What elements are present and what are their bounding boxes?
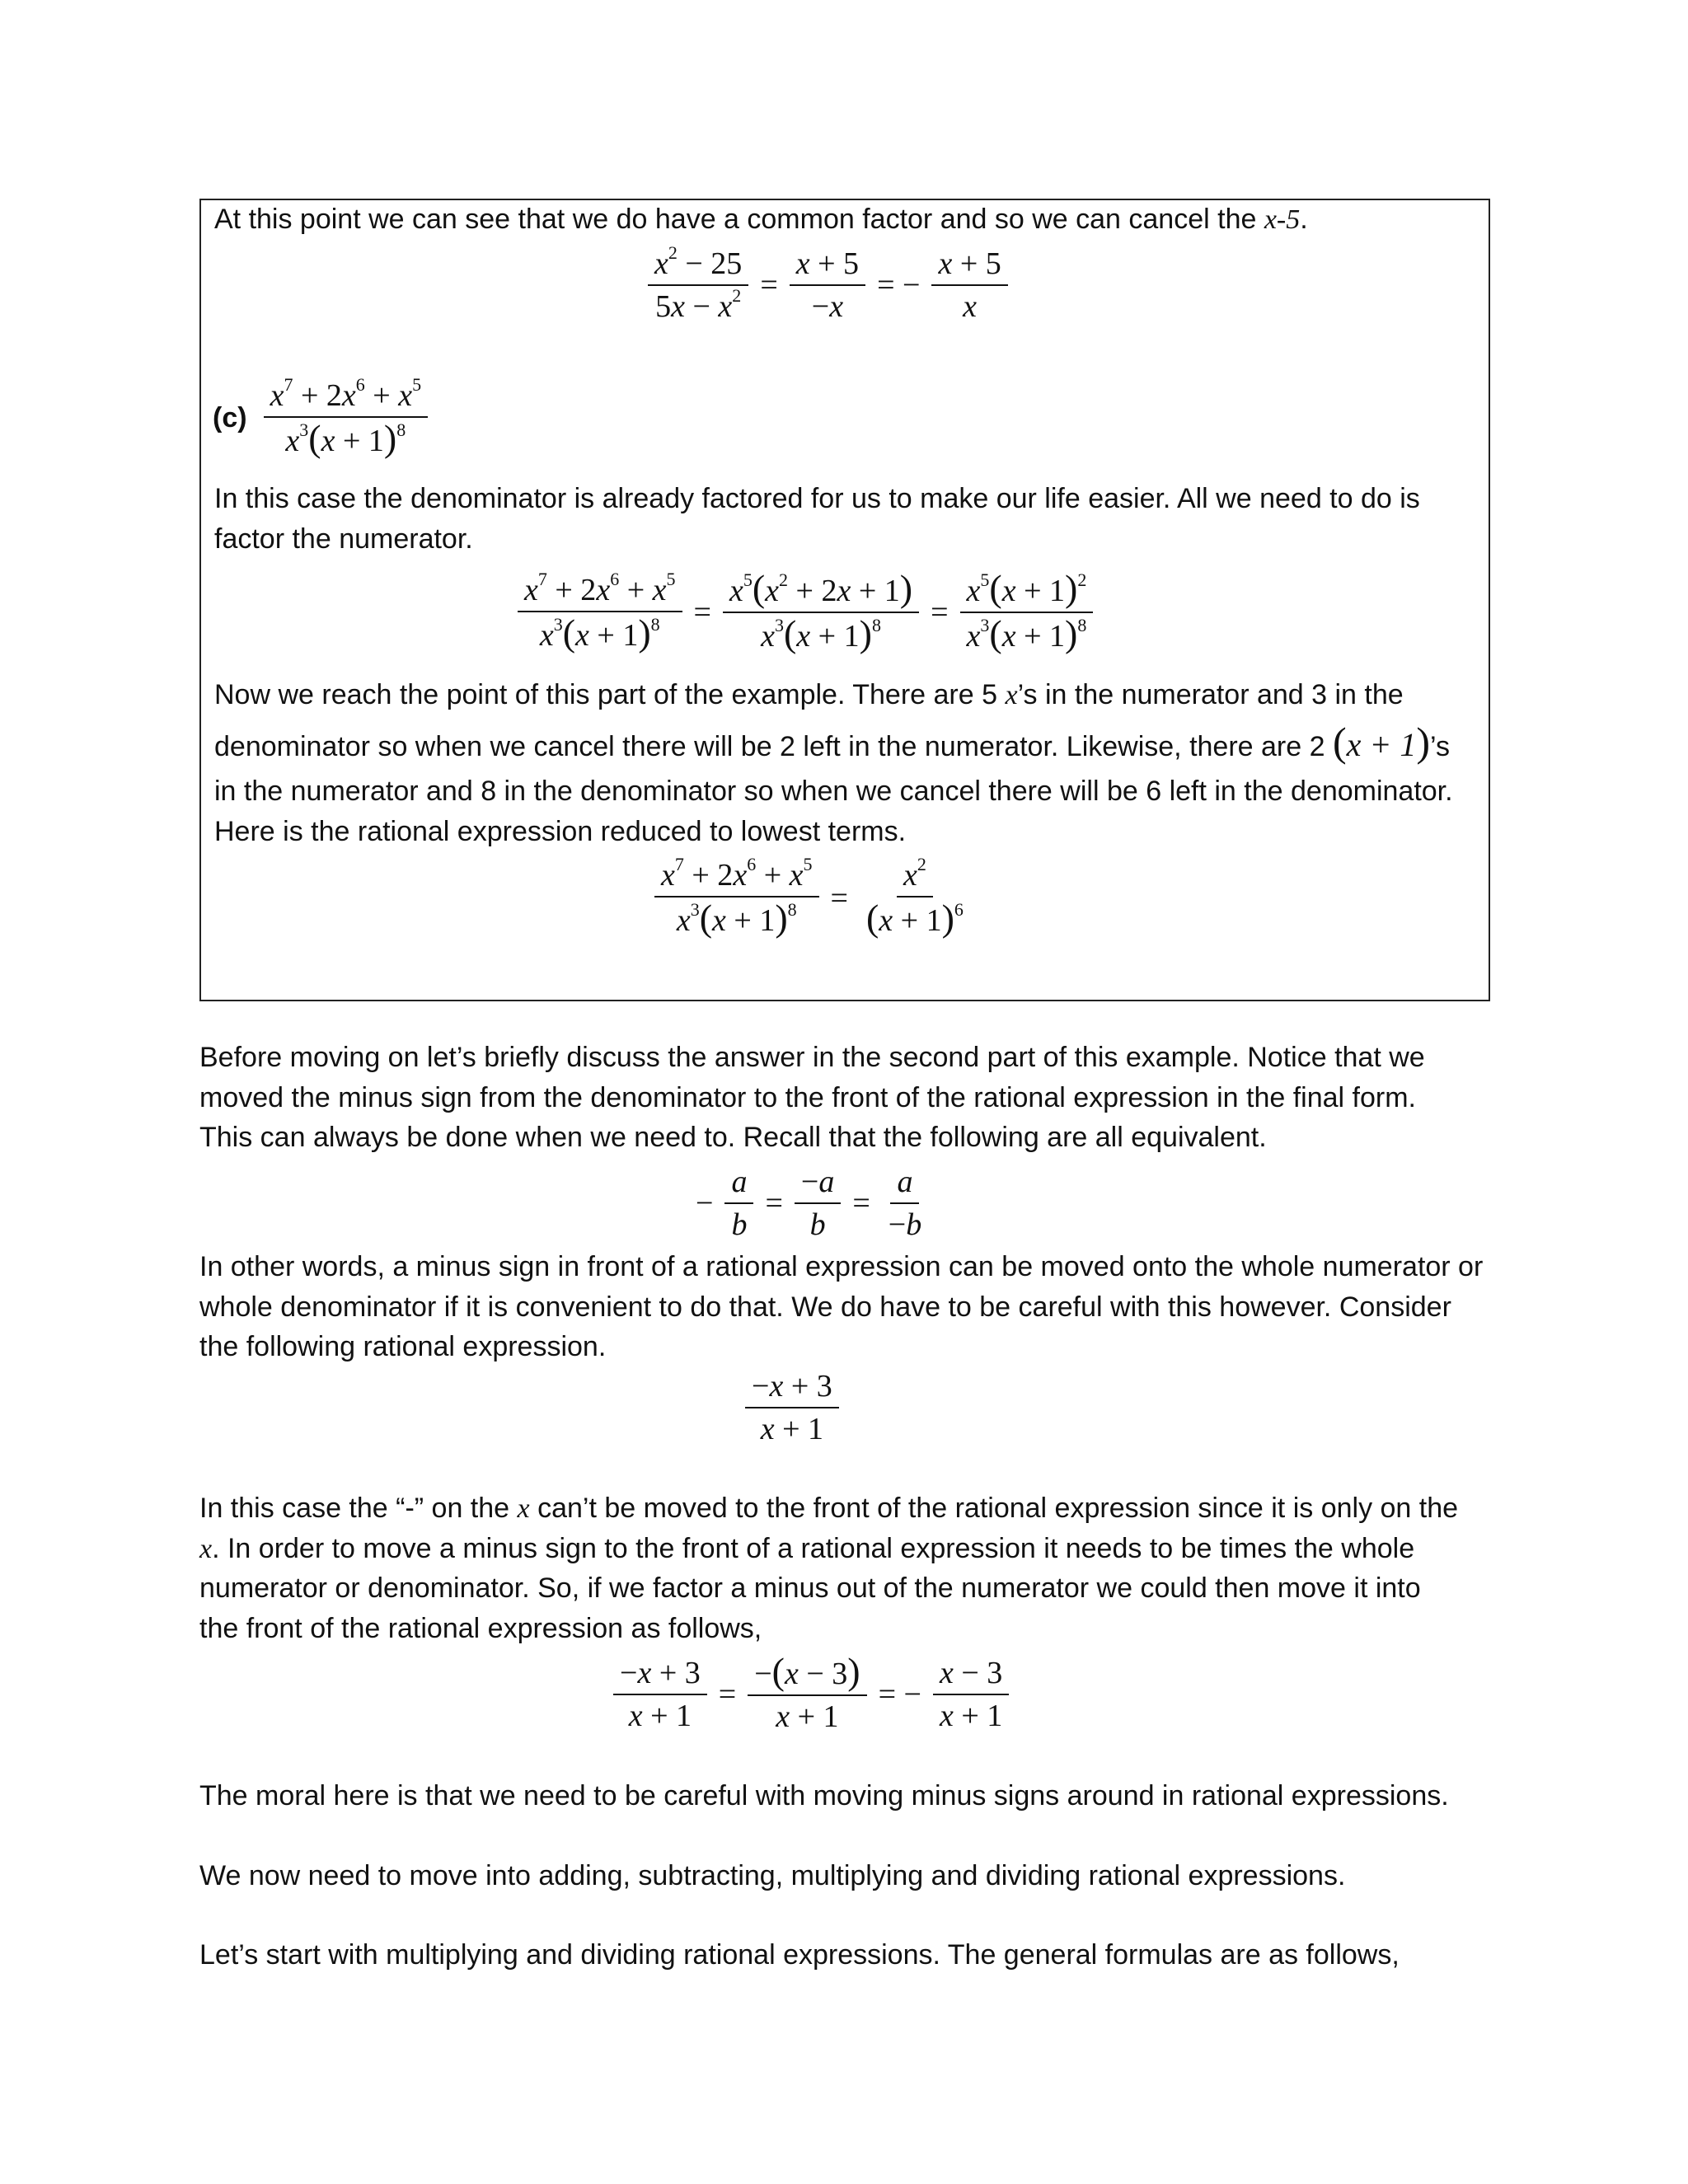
now-line-2: denominator so when we cancel there will be 2 left in the numerator. Likewise, there are 2 (x + 1)’s <box>214 719 1450 765</box>
equation-factor-minus: $\frac{-x + 3}{x + 1}$ = $\frac{-(x - 3)}{x + 1}$ = − $\frac{x - 3}{x + 1}$ <box>608 1653 1014 1735</box>
case-line-1: In this case the “-” on the x can’t be moved to the front of the rational expression since it is only on the <box>199 1493 1459 1524</box>
c-text-line-1: In this case the denominator is already factored for us to make our life easier. All we need to do is <box>214 483 1420 514</box>
before-line-1: Before moving on let’s briefly discuss the answer in the second part of this example. Notice that we <box>199 1042 1425 1073</box>
equation-c-factor: $\frac{x^7 + 2x^6 + x^5}{x^3(x + 1)^8}$ = $\frac{x^5(x^2 + 2x + 1)}{x^3(x + 1)^8}$ = $\frac{x^5(x + 1)^2}{x^3(x + 1)^8}$ <box>513 570 1098 654</box>
case-line-3: numerator or denominator. So, if we factor a minus out of the numerator we could then move it into <box>199 1572 1421 1604</box>
intro-term: x-5 <box>1264 204 1301 235</box>
lets-start-paragraph: Let’s start with multiplying and dividing rational expressions. The general formulas are as follows, <box>199 1939 1400 1971</box>
case-line-2: x. In order to move a minus sign to the front of a rational expression it needs to be times the whole <box>199 1533 1415 1564</box>
now-line-1: Now we reach the point of this part of the example. There are 5 x’s in the numerator and 3 in the <box>214 679 1404 710</box>
other-line-3: the following rational expression. <box>199 1331 607 1362</box>
case-line-4: the front of the rational expression as follows, <box>199 1613 762 1644</box>
other-line-1: In other words, a minus sign in front of a rational expression can be moved onto the whole numerator or <box>199 1251 1484 1282</box>
other-line-2: whole denominator if it is convenient to do that. We do have to be careful with this however. Consider <box>199 1291 1451 1323</box>
equation-b-result: $\frac{x^2 - 25}{5x - x^2}$ = $\frac{x + 5}{-x}$ = − $\frac{x + 5}{x}$ <box>643 246 1013 325</box>
part-c-label: (c) <box>213 402 247 434</box>
equation-neg-x-plus-3: $\frac{-x + 3}{x + 1}$ <box>740 1368 844 1447</box>
intro-period: . <box>1300 204 1308 235</box>
now-line-3: in the numerator and 8 in the denominator so when we cancel there will be 6 left in the denominator. <box>214 776 1453 807</box>
now-need-paragraph: We now need to move into adding, subtracting, multiplying and dividing rational expressions. <box>199 1860 1346 1891</box>
part-c-problem: (c) $\frac{x^7 + 2x^6 + x^5}{x^3(x + 1)^8}$ <box>213 377 433 459</box>
equation-c-result: $\frac{x^7 + 2x^6 + x^5}{x^3(x + 1)^8}$ = $\frac{x^2}{(x + 1)^6}$ <box>649 857 975 939</box>
before-line-2: moved the minus sign from the denominator to the front of the rational expression in the final form. <box>199 1082 1416 1113</box>
now-line-4: Here is the rational expression reduced to lowest terms. <box>214 816 907 847</box>
intro-text: At this point we can see that we do have a common factor and so we can cancel the <box>214 204 1264 235</box>
moral-paragraph: The moral here is that we need to be careful with moving minus signs around in rational expressions. <box>199 1780 1449 1811</box>
before-line-3: This can always be done when we need to. Recall that the following are all equivalent. <box>199 1122 1267 1153</box>
c-text-line-2: factor the numerator. <box>214 523 473 555</box>
intro-line <box>214 199 1308 240</box>
equation-equivalent-forms: − $\frac{a}{b}$ = $\frac{-a}{b}$ = $\frac{a}{-b}$ <box>696 1165 922 1242</box>
